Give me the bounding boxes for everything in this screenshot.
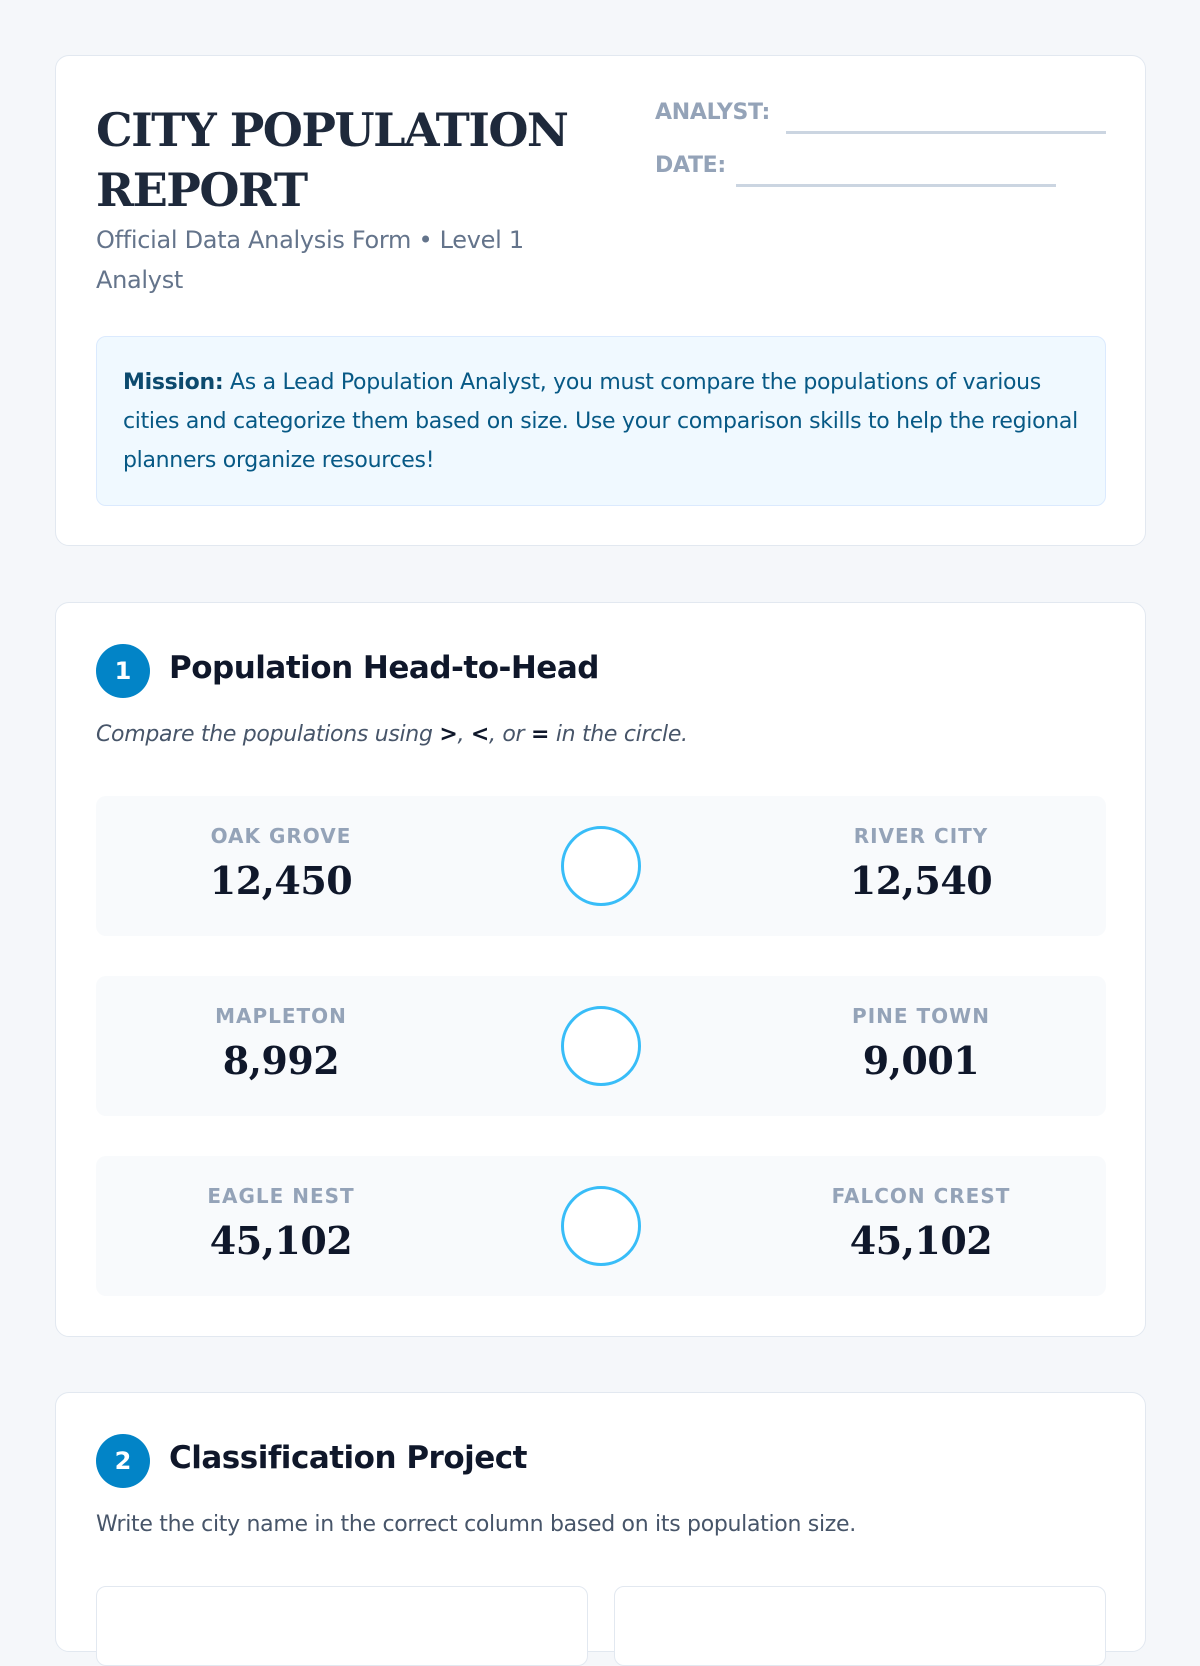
report-title: CITY POPULATION REPORT [96, 103, 568, 217]
city-name: RIVER CITY [853, 824, 989, 848]
city-population: 45,102 [849, 1218, 993, 1263]
classification-column[interactable] [96, 1586, 588, 1666]
less-than-symbol: < [470, 722, 489, 747]
greater-than-symbol: > [439, 722, 458, 747]
city-population: 45,102 [209, 1218, 353, 1263]
analyst-field[interactable] [786, 131, 1106, 134]
city-name: MAPLETON [215, 1004, 347, 1028]
instruction-text: Compare the populations using [96, 722, 440, 747]
city-population: 9,001 [862, 1038, 980, 1083]
classification-section [55, 1392, 1146, 1652]
comparison-section [55, 602, 1146, 1337]
instruction-text: , or [488, 722, 531, 747]
section-number-badge: 1 [96, 644, 150, 698]
classification-instruction: Write the city name in the correct column based on its population size. [96, 1512, 856, 1537]
section-title: Classification Project [169, 1440, 527, 1476]
city-population: 12,540 [849, 858, 993, 903]
comparison-row [96, 1156, 1106, 1296]
analyst-label: ANALYST: [655, 100, 771, 125]
mission-text: As a Lead Population Analyst, you must compare the populations of various cities and categorize them based on size. Use your comparison skills to help the regional planners organize resources! [123, 370, 1078, 473]
section-number-badge: 2 [96, 1434, 150, 1488]
comparison-answer-circle[interactable] [561, 1006, 641, 1086]
city-population: 8,992 [222, 1038, 340, 1083]
header-card [55, 55, 1146, 546]
comparison-row [96, 796, 1106, 936]
city-name: PINE TOWN [852, 1004, 990, 1028]
report-subtitle: Official Data Analysis Form • Level 1 Analyst [96, 226, 524, 294]
city-name: EAGLE NEST [207, 1184, 355, 1208]
section-title: Population Head-to-Head [169, 650, 599, 686]
city-population: 12,450 [209, 858, 353, 903]
comparison-answer-circle[interactable] [561, 826, 641, 906]
mission-box [96, 336, 1106, 506]
mission-label: Mission: [123, 370, 224, 395]
equals-symbol: = [530, 722, 550, 747]
date-label: DATE: [655, 153, 726, 178]
date-field[interactable] [736, 184, 1056, 187]
instruction-text: in the circle. [549, 722, 688, 747]
comparison-row [96, 976, 1106, 1116]
city-name: FALCON CREST [831, 1184, 1011, 1208]
comparison-instruction [96, 722, 688, 747]
comparison-answer-circle[interactable] [561, 1186, 641, 1266]
instruction-text: , [457, 722, 471, 747]
classification-column[interactable] [614, 1586, 1106, 1666]
city-name: OAK GROVE [210, 824, 352, 848]
